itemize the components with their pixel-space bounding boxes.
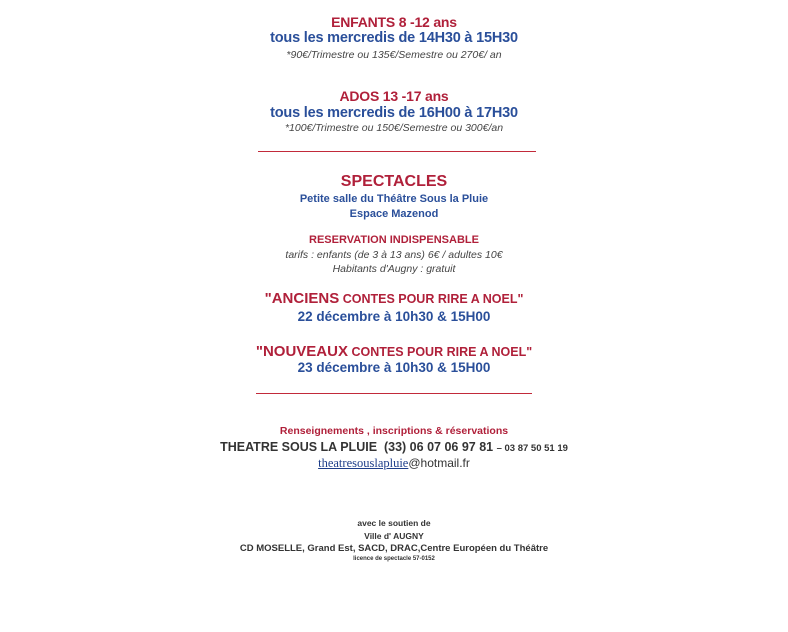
city-line: Ville d' AUGNY xyxy=(364,531,424,541)
reservation-notice: RESERVATION INDISPENSABLE xyxy=(309,234,479,246)
spectacles-venue-line2: Espace Mazenod xyxy=(349,208,439,220)
show1-title-strong: "ANCIENS xyxy=(264,290,340,307)
licence-line: licence de spectacle 57-0152 xyxy=(353,556,435,562)
show2-title xyxy=(0,343,788,360)
enfants-title: ENFANTS 8 -12 ans xyxy=(331,14,457,30)
partners-line: CD MOSELLE, Grand Est, SACD, DRAC,Centre Européen du Théâtre xyxy=(239,543,549,554)
ados-title: ADOS 13 -17 ans xyxy=(339,88,449,104)
divider-bottom xyxy=(256,393,532,394)
habitants-line: Habitants d'Augny : gratuit xyxy=(332,263,456,275)
show2-title-rest: CONTES POUR RIRE A NOEL" xyxy=(347,345,533,359)
contact-line xyxy=(0,440,788,454)
tarifs-line: tarifs : enfants (de 3 à 13 ans) 6€ / adultes 10€ xyxy=(285,249,503,261)
ados-schedule: tous les mercredis de 16H00 à 17H30 xyxy=(270,105,518,121)
show1-title xyxy=(0,290,788,307)
theatre-name: THEATRE SOUS LA PLUIE xyxy=(220,440,378,454)
phone-alt: – 03 87 50 51 19 xyxy=(496,443,568,454)
email-user: theatresouslapluie xyxy=(318,456,409,470)
phone-main: (33) 06 07 06 97 81 xyxy=(383,440,494,454)
email-link[interactable] xyxy=(318,456,408,470)
contact-heading: Renseignements , inscriptions & réservations xyxy=(279,425,509,437)
show1-title-rest: CONTES POUR RIRE A NOEL" xyxy=(339,292,524,306)
support-line: avec le soutien de xyxy=(357,518,431,528)
spectacles-venue-line1: Petite salle du Théâtre Sous la Pluie xyxy=(299,193,489,205)
spectacles-title: SPECTACLES xyxy=(340,173,448,190)
enfants-prices: *90€/Trimestre ou 135€/Semestre ou 270€/ an xyxy=(286,49,502,61)
ados-prices: *100€/Trimestre ou 150€/Semestre ou 300€/an xyxy=(284,122,504,134)
show2-date: 23 décembre à 10h30 & 15H00 xyxy=(297,360,491,375)
show1-date: 22 décembre à 10h30 & 15H00 xyxy=(297,309,491,324)
show2-title-strong: "NOUVEAUX xyxy=(255,343,348,360)
email-line xyxy=(0,456,788,471)
email-domain: @hotmail.fr xyxy=(408,456,470,470)
enfants-schedule: tous les mercredis de 14H30 à 15H30 xyxy=(270,30,518,46)
divider-top xyxy=(258,151,536,152)
